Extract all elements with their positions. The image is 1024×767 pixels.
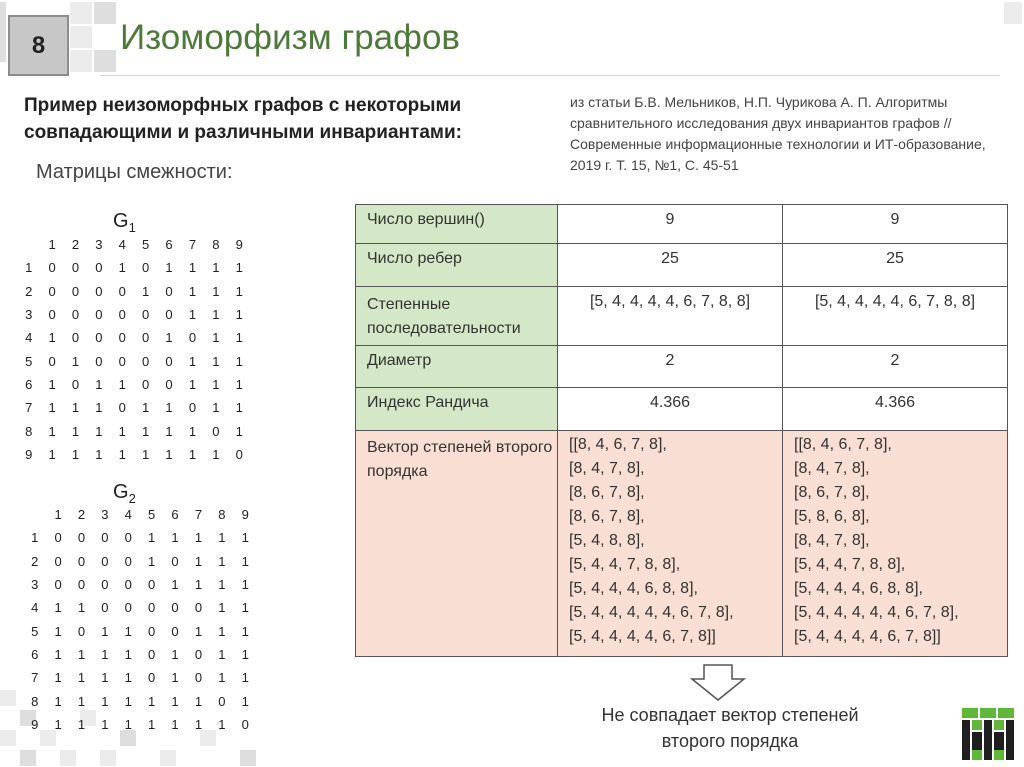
matrix-cell: 0 <box>124 530 132 546</box>
matrix-cell: 1 <box>48 446 56 462</box>
g2-value: [5, 4, 4, 4, 4, 6, 7, 8, 8] <box>783 287 1008 346</box>
matrix-cell: 0 <box>142 376 150 392</box>
matrix-cell: 0 <box>95 260 103 276</box>
matrix-cell: 0 <box>95 283 103 299</box>
matrix-cell: 1 <box>241 553 249 569</box>
matrix-cell: 0 <box>241 716 249 732</box>
matrix-cell: 1 <box>194 553 203 569</box>
invariant-label: Степенные последовательности <box>356 287 558 346</box>
g1-value: 9 <box>558 205 783 244</box>
matrix-cell: 0 <box>171 553 179 569</box>
matrix-cell: 0 <box>71 260 80 276</box>
matrix-cell: 0 <box>194 646 203 662</box>
vector-line: [5, 4, 4, 4, 6, 8, 8], <box>794 580 923 597</box>
matrix-cell: 0 <box>148 646 156 662</box>
subtitle-line: Пример неизоморфных графов с некоторыми <box>24 95 462 116</box>
matrix-cell: 1 <box>101 693 109 709</box>
matrix-cell: 0 <box>171 623 179 639</box>
g1-second-order-vector <box>558 431 783 657</box>
matrix-cell: 1 <box>95 376 103 392</box>
g1-value: [5, 4, 4, 4, 4, 6, 7, 8, 8] <box>558 287 783 346</box>
vector-line: [5, 8, 6, 8], <box>794 508 870 525</box>
conclusion-line: Не совпадает вектор степеней <box>601 705 859 725</box>
matrix-cell: 1 <box>212 446 220 462</box>
matrix-column-header: 6 <box>171 507 179 523</box>
citation: из статьи Б.В. Мельников, Н.П. Чурикова А. П. Алгоритмы сравнительного исследования двух инвариантов графов // Современные информационные технологии и ИТ-образование, 2019 г. Т. 15, №1, С. 45-51 <box>570 94 986 173</box>
matrix-cell: 0 <box>142 353 150 369</box>
g1-value: 2 <box>558 346 783 388</box>
matrix-cell: 0 <box>171 600 179 616</box>
matrix-cell: 1 <box>241 600 249 616</box>
matrix-cell: 0 <box>165 283 173 299</box>
matrix-cell: 1 <box>71 423 80 439</box>
matrix-cell: 0 <box>148 670 156 686</box>
matrix-row <box>23 573 257 596</box>
matrix-cell: 1 <box>48 330 56 346</box>
matrix-corner <box>17 233 40 256</box>
matrix-cell: 1 <box>148 553 156 569</box>
matrix-column-header: 2 <box>77 507 86 523</box>
matrix-cell: 1 <box>235 353 243 369</box>
matrix-cell: 1 <box>101 646 109 662</box>
slide-title: Изоморфизм графов <box>120 18 461 57</box>
matrix-column-header: 1 <box>48 237 56 253</box>
matrix-cell: 0 <box>235 446 243 462</box>
matrix-cell: 1 <box>118 376 126 392</box>
vector-line: [[8, 4, 6, 7, 8], <box>569 436 667 453</box>
vector-line: [8, 4, 7, 8], <box>569 460 645 477</box>
matrix-cell: 1 <box>218 670 226 686</box>
table-row <box>356 287 1008 346</box>
graph-label-g1 <box>113 210 136 235</box>
matrix-cell: 1 <box>171 693 179 709</box>
matrix-cell: 0 <box>118 330 126 346</box>
matrix-cell: 0 <box>77 623 86 639</box>
matrix-row-header: 5 <box>25 353 33 369</box>
matrix-cell: 1 <box>218 646 226 662</box>
matrix-cell: 1 <box>165 423 173 439</box>
graph-index: 1 <box>128 220 136 235</box>
matrix-cell: 0 <box>54 577 62 593</box>
matrix-cell: 1 <box>71 446 80 462</box>
matrix-cell: 1 <box>54 716 62 732</box>
matrix-cell: 0 <box>218 693 226 709</box>
matrix-cell: 1 <box>77 646 86 662</box>
matrix-row-header: 1 <box>25 260 33 276</box>
matrix-row-header: 4 <box>25 330 33 346</box>
matrix-cell: 1 <box>171 670 179 686</box>
matrix-cell: 1 <box>77 600 86 616</box>
matrix-cell: 0 <box>148 623 156 639</box>
matrix-cell: 0 <box>101 600 109 616</box>
matrix-cell: 1 <box>241 646 249 662</box>
matrix-cell: 1 <box>101 670 109 686</box>
down-arrow-icon <box>690 664 746 702</box>
matrix-cell: 1 <box>241 530 249 546</box>
matrix-cell: 1 <box>194 623 203 639</box>
matrix-cell: 0 <box>142 307 150 323</box>
matrix-cell: 0 <box>71 376 80 392</box>
matrices-label: Матрицы смежности: <box>36 161 233 183</box>
matrix-cell: 0 <box>142 260 150 276</box>
matrix-cell: 1 <box>241 670 249 686</box>
graph-name: G <box>113 210 129 232</box>
matrix-column-header: 8 <box>218 507 226 523</box>
university-logo <box>960 706 1016 762</box>
matrix-cell: 1 <box>142 283 150 299</box>
invariant-label: Диаметр <box>356 346 558 388</box>
matrix-cell: 1 <box>101 716 109 732</box>
matrix-row <box>23 666 257 689</box>
matrix-row-header: 5 <box>31 623 39 639</box>
matrix-column-header: 4 <box>118 237 126 253</box>
matrix-cell: 0 <box>165 376 173 392</box>
matrix-cell: 1 <box>194 577 203 593</box>
matrix-cell: 1 <box>235 376 243 392</box>
invariant-label: Число ребер <box>356 244 558 287</box>
matrix-row <box>17 419 251 442</box>
matrix-cell: 0 <box>101 577 109 593</box>
vector-line: [5, 4, 4, 7, 8, 8], <box>794 556 906 573</box>
matrix-cell: 1 <box>165 400 173 416</box>
matrix-row-header: 3 <box>31 577 39 593</box>
matrix-row <box>23 643 257 666</box>
matrix-row-header: 3 <box>25 307 33 323</box>
matrix-column-header: 9 <box>241 507 249 523</box>
matrix-cell: 0 <box>101 530 109 546</box>
matrix-cell: 1 <box>165 446 173 462</box>
conclusion <box>560 702 900 754</box>
matrix-cell: 0 <box>118 307 126 323</box>
matrix-cell: 1 <box>171 577 179 593</box>
matrix-cell: 1 <box>95 446 103 462</box>
matrix-row-header: 2 <box>31 553 39 569</box>
matrix-row-header: 9 <box>31 716 39 732</box>
matrix-row-header: 2 <box>25 283 33 299</box>
matrix-cell: 1 <box>188 423 197 439</box>
matrix-cell: 1 <box>212 400 220 416</box>
matrix-cell: 1 <box>124 716 132 732</box>
matrix-cell: 1 <box>71 400 80 416</box>
matrix-cell: 1 <box>218 553 226 569</box>
matrix-cell: 0 <box>95 353 103 369</box>
matrix-row <box>17 373 251 396</box>
matrix-cell: 1 <box>235 307 243 323</box>
matrix-column-header: 5 <box>142 237 150 253</box>
matrix-row <box>23 550 257 573</box>
matrix-cell: 1 <box>212 260 220 276</box>
g1-value: 25 <box>558 244 783 287</box>
subtitle-line: совпадающими и различными инвариантами: <box>24 122 462 143</box>
matrix-cell: 0 <box>95 330 103 346</box>
matrix-cell: 0 <box>148 600 156 616</box>
matrix-cell: 0 <box>142 330 150 346</box>
matrix-cell: 1 <box>218 577 226 593</box>
title-divider <box>100 75 1000 76</box>
matrix-cell: 0 <box>165 307 173 323</box>
matrix-header-row <box>23 503 257 526</box>
g2-value: 2 <box>783 346 1008 388</box>
matrix-column-header: 8 <box>212 237 220 253</box>
matrix-row <box>17 443 251 466</box>
matrix-cell: 1 <box>212 330 220 346</box>
matrix-cell: 1 <box>212 307 220 323</box>
matrix-cell: 0 <box>101 553 109 569</box>
matrix-cell: 0 <box>77 530 86 546</box>
matrix-cell: 1 <box>48 376 56 392</box>
table-row <box>356 205 1008 244</box>
matrix-row-header: 6 <box>25 376 33 392</box>
invariant-label: Вектор степеней второго порядка <box>356 431 558 657</box>
matrix-row <box>23 689 257 712</box>
matrix-cell: 0 <box>194 670 203 686</box>
slide-subtitle <box>24 92 564 146</box>
matrix-cell: 0 <box>95 307 103 323</box>
matrix-cell: 0 <box>77 553 86 569</box>
matrix-cell: 0 <box>77 577 86 593</box>
matrix-cell: 0 <box>54 530 62 546</box>
matrix-cell: 1 <box>194 693 203 709</box>
matrix-row-header: 4 <box>31 600 39 616</box>
matrix-cell: 1 <box>212 376 220 392</box>
matrix-cell: 1 <box>48 423 56 439</box>
matrix-cell: 0 <box>54 553 62 569</box>
matrix-cell: 1 <box>77 716 86 732</box>
matrix-cell: 0 <box>118 353 126 369</box>
matrix-cell: 0 <box>118 400 126 416</box>
table-row <box>356 244 1008 287</box>
matrix-cell: 1 <box>54 623 62 639</box>
graph-index: 2 <box>128 491 136 506</box>
matrix-cell: 0 <box>194 600 203 616</box>
matrix-cell: 1 <box>118 260 126 276</box>
vector-line: [5, 4, 8, 8], <box>569 532 645 549</box>
matrix-cell: 1 <box>95 423 103 439</box>
matrix-cell: 1 <box>124 623 132 639</box>
matrix-cell: 1 <box>235 330 243 346</box>
matrix-row <box>23 596 257 619</box>
matrix-row-header: 9 <box>25 446 33 462</box>
matrix-cell: 1 <box>188 376 197 392</box>
adjacency-matrix-g2 <box>23 503 257 736</box>
matrix-cell: 0 <box>124 600 132 616</box>
invariant-label: Индекс Рандича <box>356 388 558 431</box>
matrix-cell: 0 <box>71 330 80 346</box>
g1-value: 4.366 <box>558 388 783 431</box>
vector-line: [[8, 4, 6, 7, 8], <box>794 436 892 453</box>
matrix-row-header: 7 <box>25 400 33 416</box>
matrix-cell: 1 <box>148 693 156 709</box>
matrix-cell: 0 <box>71 283 80 299</box>
vector-line: [5, 4, 4, 4, 4, 6, 7, 8]] <box>794 628 941 645</box>
matrix-row-header: 8 <box>31 693 39 709</box>
matrix-cell: 1 <box>77 693 86 709</box>
matrix-cell: 1 <box>218 623 226 639</box>
matrix-column-header: 4 <box>124 507 132 523</box>
matrix-cell: 1 <box>165 260 173 276</box>
matrix-cell: 1 <box>241 693 249 709</box>
invariants-table <box>355 204 1008 657</box>
matrix-cell: 1 <box>235 283 243 299</box>
vector-line: [5, 4, 4, 7, 8, 8], <box>569 556 681 573</box>
matrix-cell: 1 <box>124 646 132 662</box>
matrix-cell: 1 <box>165 330 173 346</box>
matrix-cell: 0 <box>188 400 197 416</box>
g2-value: 25 <box>783 244 1008 287</box>
matrix-cell: 0 <box>48 283 56 299</box>
matrix-cell: 1 <box>95 400 103 416</box>
matrix-cell: 1 <box>171 716 179 732</box>
matrix-cell: 1 <box>218 716 226 732</box>
vector-line: [5, 4, 4, 4, 4, 4, 6, 7, 8], <box>569 604 734 621</box>
matrix-corner <box>23 503 46 526</box>
matrix-cell: 0 <box>48 307 56 323</box>
matrix-row <box>17 303 251 326</box>
matrix-cell: 1 <box>54 693 62 709</box>
matrix-cell: 1 <box>188 307 197 323</box>
matrix-cell: 1 <box>212 353 220 369</box>
matrix-cell: 1 <box>171 530 179 546</box>
matrix-cell: 1 <box>142 446 150 462</box>
matrix-column-header: 2 <box>71 237 80 253</box>
matrix-cell: 1 <box>48 400 56 416</box>
matrix-cell: 1 <box>124 670 132 686</box>
matrix-cell: 1 <box>188 446 197 462</box>
slide-number: 8 <box>8 15 69 76</box>
table-row <box>356 388 1008 431</box>
matrix-cell: 1 <box>118 446 126 462</box>
matrix-row <box>23 526 257 549</box>
vector-line: [5, 4, 4, 4, 6, 8, 8], <box>569 580 698 597</box>
matrix-row <box>17 349 251 372</box>
matrix-cell: 0 <box>124 553 132 569</box>
adjacency-matrix-g1 <box>17 233 251 466</box>
matrix-cell: 1 <box>101 623 109 639</box>
matrix-row <box>23 713 257 736</box>
matrix-cell: 1 <box>235 400 243 416</box>
vector-line: [5, 4, 4, 4, 4, 4, 6, 7, 8], <box>794 604 959 621</box>
vector-line: [5, 4, 4, 4, 4, 6, 7, 8]] <box>569 628 716 645</box>
matrix-row <box>17 326 251 349</box>
matrix-cell: 1 <box>241 577 249 593</box>
matrix-cell: 1 <box>194 716 203 732</box>
matrix-cell: 0 <box>71 307 80 323</box>
matrix-cell: 1 <box>218 600 226 616</box>
matrix-header-row <box>17 233 251 256</box>
matrix-cell: 1 <box>188 353 197 369</box>
matrix-cell: 1 <box>124 693 132 709</box>
matrix-cell: 1 <box>148 530 156 546</box>
matrix-row <box>17 256 251 279</box>
matrix-cell: 0 <box>48 353 56 369</box>
matrix-cell: 1 <box>77 670 86 686</box>
matrix-cell: 1 <box>148 716 156 732</box>
vector-line: [8, 6, 7, 8], <box>569 508 645 525</box>
matrix-row <box>17 280 251 303</box>
g2-value: 4.366 <box>783 388 1008 431</box>
matrix-cell: 1 <box>171 646 179 662</box>
matrix-cell: 0 <box>188 330 197 346</box>
matrix-row-header: 8 <box>25 423 33 439</box>
matrix-row-header: 1 <box>31 530 39 546</box>
matrix-cell: 1 <box>194 530 203 546</box>
matrix-cell: 0 <box>124 577 132 593</box>
matrix-cell: 0 <box>48 260 56 276</box>
matrix-cell: 1 <box>71 353 80 369</box>
matrix-cell: 0 <box>148 577 156 593</box>
matrix-column-header: 9 <box>235 237 243 253</box>
matrix-row-header: 7 <box>31 670 39 686</box>
vector-line: [8, 4, 7, 8], <box>794 532 870 549</box>
vector-line: [8, 6, 7, 8], <box>794 484 870 501</box>
matrix-cell: 1 <box>212 283 220 299</box>
matrix-cell: 1 <box>235 423 243 439</box>
matrix-cell: 0 <box>165 353 173 369</box>
g2-second-order-vector <box>783 431 1008 657</box>
matrix-cell: 1 <box>241 623 249 639</box>
matrix-cell: 0 <box>212 423 220 439</box>
vector-line: [8, 4, 7, 8], <box>794 460 870 477</box>
matrix-column-header: 5 <box>148 507 156 523</box>
matrix-column-header: 7 <box>194 507 203 523</box>
matrix-row <box>23 619 257 642</box>
matrix-cell: 1 <box>235 260 243 276</box>
matrix-column-header: 1 <box>54 507 62 523</box>
matrix-row <box>17 396 251 419</box>
matrix-cell: 1 <box>142 423 150 439</box>
matrix-cell: 1 <box>54 600 62 616</box>
conclusion-line: второго порядка <box>661 731 799 751</box>
table-row <box>356 346 1008 388</box>
table-row-highlight <box>356 431 1008 657</box>
matrix-column-header: 6 <box>165 237 173 253</box>
matrix-cell: 1 <box>188 260 197 276</box>
matrix-column-header: 3 <box>101 507 109 523</box>
g2-value: 9 <box>783 205 1008 244</box>
matrix-column-header: 7 <box>188 237 197 253</box>
matrix-cell: 1 <box>54 646 62 662</box>
matrix-column-header: 3 <box>95 237 103 253</box>
matrix-row-header: 6 <box>31 646 39 662</box>
invariant-label: Число вершин() <box>356 205 558 244</box>
matrix-cell: 1 <box>218 530 226 546</box>
matrix-cell: 1 <box>54 670 62 686</box>
matrix-cell: 1 <box>118 423 126 439</box>
matrix-cell: 1 <box>188 283 197 299</box>
graph-name: G <box>113 481 129 503</box>
matrix-cell: 0 <box>118 283 126 299</box>
vector-line: [8, 6, 7, 8], <box>569 484 645 501</box>
matrix-cell: 1 <box>142 400 150 416</box>
